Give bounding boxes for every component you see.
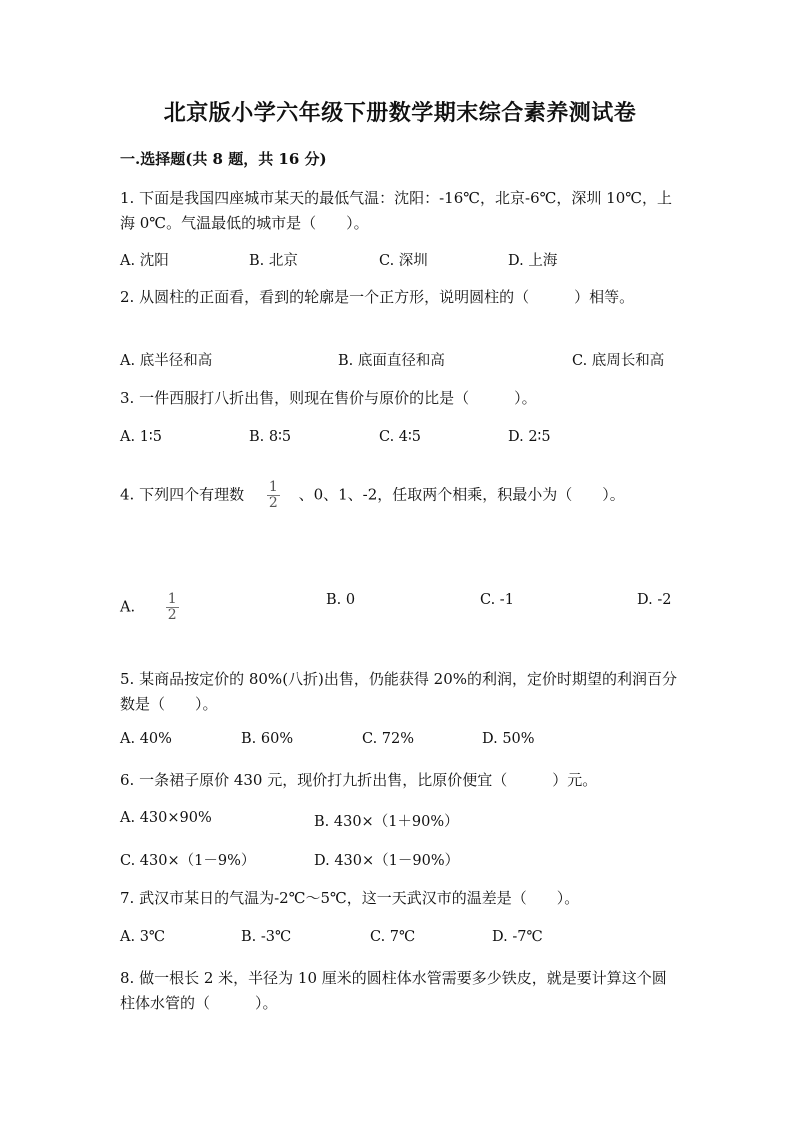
- q4-fraction: [267, 480, 280, 511]
- section-heading: 一.选择题(共 8 题，共 16 分): [120, 150, 327, 168]
- question-6: 6. 一条裙子原价 430 元，现价打九折出售，比原价便宜（ ）元。: [120, 771, 598, 789]
- q7-option-a[interactable]: A. 3℃: [120, 929, 166, 945]
- q4-option-c[interactable]: C. -1: [480, 592, 514, 608]
- q2-option-a[interactable]: A. 底半径和高: [120, 353, 213, 369]
- q6-option-a[interactable]: A. 430×90%: [120, 810, 212, 826]
- fraction-denominator: 2: [167, 607, 177, 623]
- q7-option-c[interactable]: C. 7℃: [370, 929, 416, 945]
- q6-option-b[interactable]: B. 430×（1＋90%）: [314, 814, 459, 830]
- q3-option-d[interactable]: D. 2∶5: [508, 429, 551, 445]
- question-1: 1. 下面是我国四座城市某天的最低气温：沈阳：-16℃，北京-6℃，深圳 10℃，上海 0℃。气温最低的城市是（ ）。: [120, 189, 673, 232]
- q4-option-d[interactable]: D. -2: [637, 592, 672, 608]
- question-2: 2. 从圆柱的正面看，看到的轮廓是一个正方形，说明圆柱的（ ）相等。: [120, 288, 635, 306]
- q4-text-start: 4. 下列四个有理数: [120, 485, 245, 504]
- q3-option-b[interactable]: B. 8∶5: [249, 429, 292, 445]
- q6-option-c[interactable]: C. 430×（1－9%）: [120, 853, 256, 869]
- question-7: 7. 武汉市某日的气温为-2℃～5℃，这一天武汉市的温差是（ ）。: [120, 889, 580, 907]
- question-5: 5. 某商品按定价的 80%(八折)出售，仍能获得 20%的利润，定价时期望的利润百分数是（ ）。: [120, 670, 678, 713]
- q5-option-c[interactable]: C. 72%: [362, 731, 415, 747]
- q5-option-d[interactable]: D. 50%: [482, 731, 535, 747]
- q5-option-b[interactable]: B. 60%: [241, 731, 294, 747]
- q4-option-a[interactable]: [120, 592, 179, 623]
- q2-option-c[interactable]: C. 底周长和高: [572, 353, 665, 369]
- q1-option-d[interactable]: D. 上海: [508, 253, 558, 269]
- question-4: [120, 480, 700, 511]
- fraction-numerator: 1: [167, 591, 177, 607]
- q4-text-end: 、0、1、-2，任取两个相乘，积最小为（ ）。: [298, 485, 625, 504]
- q3-option-c[interactable]: C. 4∶5: [379, 429, 422, 445]
- q7-option-d[interactable]: D. -7℃: [492, 929, 543, 945]
- q6-option-d[interactable]: D. 430×（1－90%）: [314, 853, 460, 869]
- question-8: 8. 做一根长 2 米，半径为 10 厘米的圆柱体水管需要多少铁皮，就是要计算这个圆柱体水管的（ ）。: [120, 969, 667, 1012]
- q1-option-b[interactable]: B. 北京: [249, 253, 298, 269]
- question-3: 3. 一件西服打八折出售，则现在售价与原价的比是（ ）。: [120, 389, 537, 407]
- q7-option-b[interactable]: B. -3℃: [241, 929, 292, 945]
- q2-option-b[interactable]: B. 底面直径和高: [338, 353, 445, 369]
- q4-option-a-fraction: [166, 592, 179, 623]
- fraction-numerator: 1: [268, 479, 278, 495]
- q4-option-a-label: A.: [120, 599, 136, 616]
- q3-option-a[interactable]: A. 1∶5: [120, 429, 162, 445]
- q4-option-b[interactable]: B. 0: [326, 592, 356, 608]
- q1-option-c[interactable]: C. 深圳: [379, 253, 428, 269]
- q5-option-a[interactable]: A. 40%: [120, 731, 172, 747]
- page-title: 北京版小学六年级下册数学期末综合素养测试卷: [163, 100, 637, 126]
- fraction-denominator: 2: [268, 495, 278, 511]
- q1-option-a[interactable]: A. 沈阳: [120, 253, 169, 269]
